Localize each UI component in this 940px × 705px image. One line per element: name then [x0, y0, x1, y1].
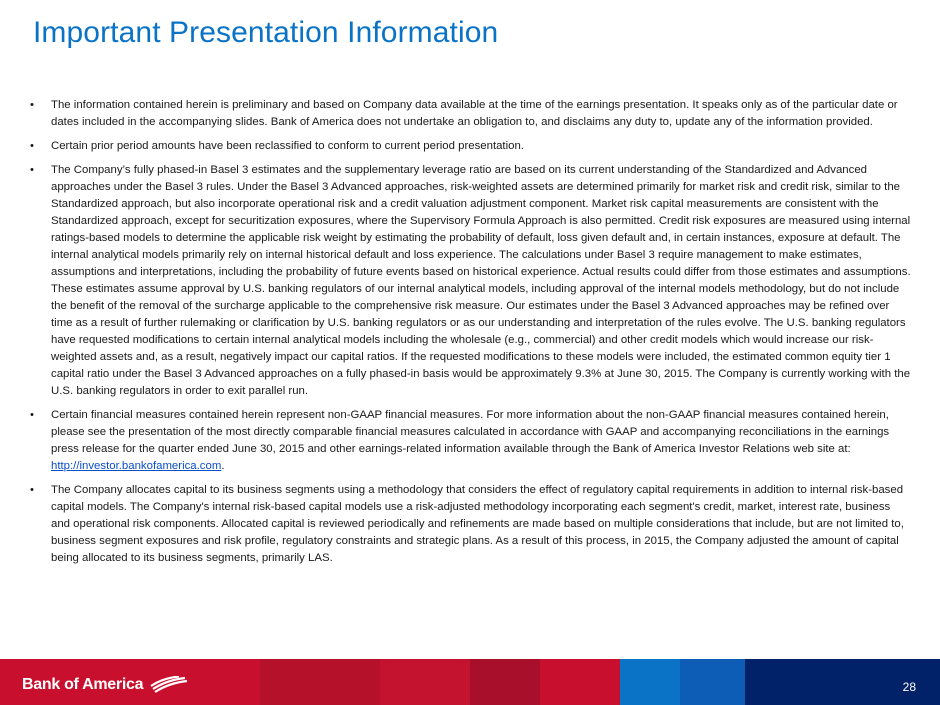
- bullet-item: [30, 482, 912, 567]
- footer-segment: [540, 659, 620, 705]
- bullet-text: Certain financial measures contained herein represent non-GAAP financial measures. For more information about the non-GAAP financial measures contained herein, please see the presentation of the most directly comparable financial measures calculated in accordance with GAAP and accompanying reconciliations in the earnings press release for the quarter ended June 30, 2015 and other earnings-related information available through the Bank of America Investor Relations web site at:: [51, 409, 890, 455]
- flag-icon: [149, 676, 189, 694]
- footer-segment: [260, 659, 380, 705]
- bullet-text: The Company allocates capital to its business segments using a methodology that considers the effect of regulatory capital requirements in addition to internal risk-based capital models. The Company's internal risk-based capital models use a risk-adjusted methodology incorporating each segment's credit, market, interest rate, business and operational risk components. Allocated capital is reviewed periodically and refinements are made based on multiple considerations that include, but are not limited to, business segment exposures and risk profile, regulatory constraints and strategic plans. As a result of this process, in 2015, the Company adjusted the amount of capital being allocated to its business segments, primarily LAS.: [51, 484, 904, 564]
- bullet-item: [30, 407, 912, 475]
- bullet-dot-icon: •: [30, 164, 34, 176]
- page-number: 28: [902, 680, 916, 694]
- footer-segment: [680, 659, 745, 705]
- footer-segment: [620, 659, 680, 705]
- investor-relations-link[interactable]: http://investor.bankofamerica.com: [51, 460, 222, 472]
- bullet-item: [30, 162, 912, 400]
- bullet-item: [30, 97, 912, 131]
- bullet-item: [30, 138, 912, 155]
- bullet-dot-icon: •: [30, 484, 34, 496]
- bullet-list: [30, 97, 912, 574]
- bullet-dot-icon: •: [30, 409, 34, 421]
- footer-segment: [470, 659, 540, 705]
- bullet-text: The information contained herein is preliminary and based on Company data available at the time of the earnings presentation. It speaks only as of the particular date or dates included in the accompanying slides. Bank of America does not undertake an obligation to, and disclaims any duty to, update any of the information provided.: [51, 99, 898, 128]
- logo-text: Bank of America: [22, 676, 144, 693]
- bullet-text: The Company’s fully phased-in Basel 3 estimates and the supplementary leverage ratio are based on its current understanding of the Standardized and Advanced approaches under the Basel 3 rules. Under the Basel 3 Advanced approaches, risk-weighted assets are determined primarily for market risk and credit risk, similar to the Standardized approach, but also incorporate operational risk and a credit valuation adjustment component. Market risk capital measurements are consistent with the Standardized approach, except for securitization exposures, where the Supervisory Formula Approach is also permitted. Credit risk exposures are measured using internal ratings-based models to determine the applicable risk weight by estimating the probability of default, loss given default and, in certain instances, exposure at default. The internal analytical models primarily rely on internal historical default and loss experience. The calculations under Basel 3 require management to make estimates, assumptions and interpretations, including the probability of future events based on historical experience. Actual results could differ from those estimates and assumptions. These estimates assume approval by U.S. banking regulators of our internal analytical models, including approval of the internal models methodology, but do not include the benefit of the removal of the surcharge applicable to the comprehensive risk measure. Our estimates under the Basel 3 Advanced approaches may be refined over time as a result of further rulemaking or clarification by U.S. banking regulators or as our understanding and interpretation of the rules evolve. The U.S. banking regulators have requested modifications to certain internal analytical models including the wholesale (e.g., commercial) and other credit models which would increase our risk-weighted assets and, as a result, negatively impact our capital ratios. If the requested modifications to these models were included, the estimated common equity tier 1 capital ratio under the Basel 3 Advanced approaches on a fully phased-in basis would be approximately 9.3% at June 30, 2015. The Company is currently working with the U.S. banking regulators in order to exit parallel run.: [51, 164, 911, 397]
- page-title: Important Presentation Information: [33, 16, 499, 49]
- footer-segment: [380, 659, 470, 705]
- bullet-dot-icon: •: [30, 99, 34, 111]
- bullet-text-end: .: [221, 460, 225, 472]
- bank-of-america-logo: [22, 676, 189, 694]
- bullet-dot-icon: •: [30, 140, 34, 152]
- bullet-text: Certain prior period amounts have been reclassified to conform to current period presentation.: [51, 140, 524, 152]
